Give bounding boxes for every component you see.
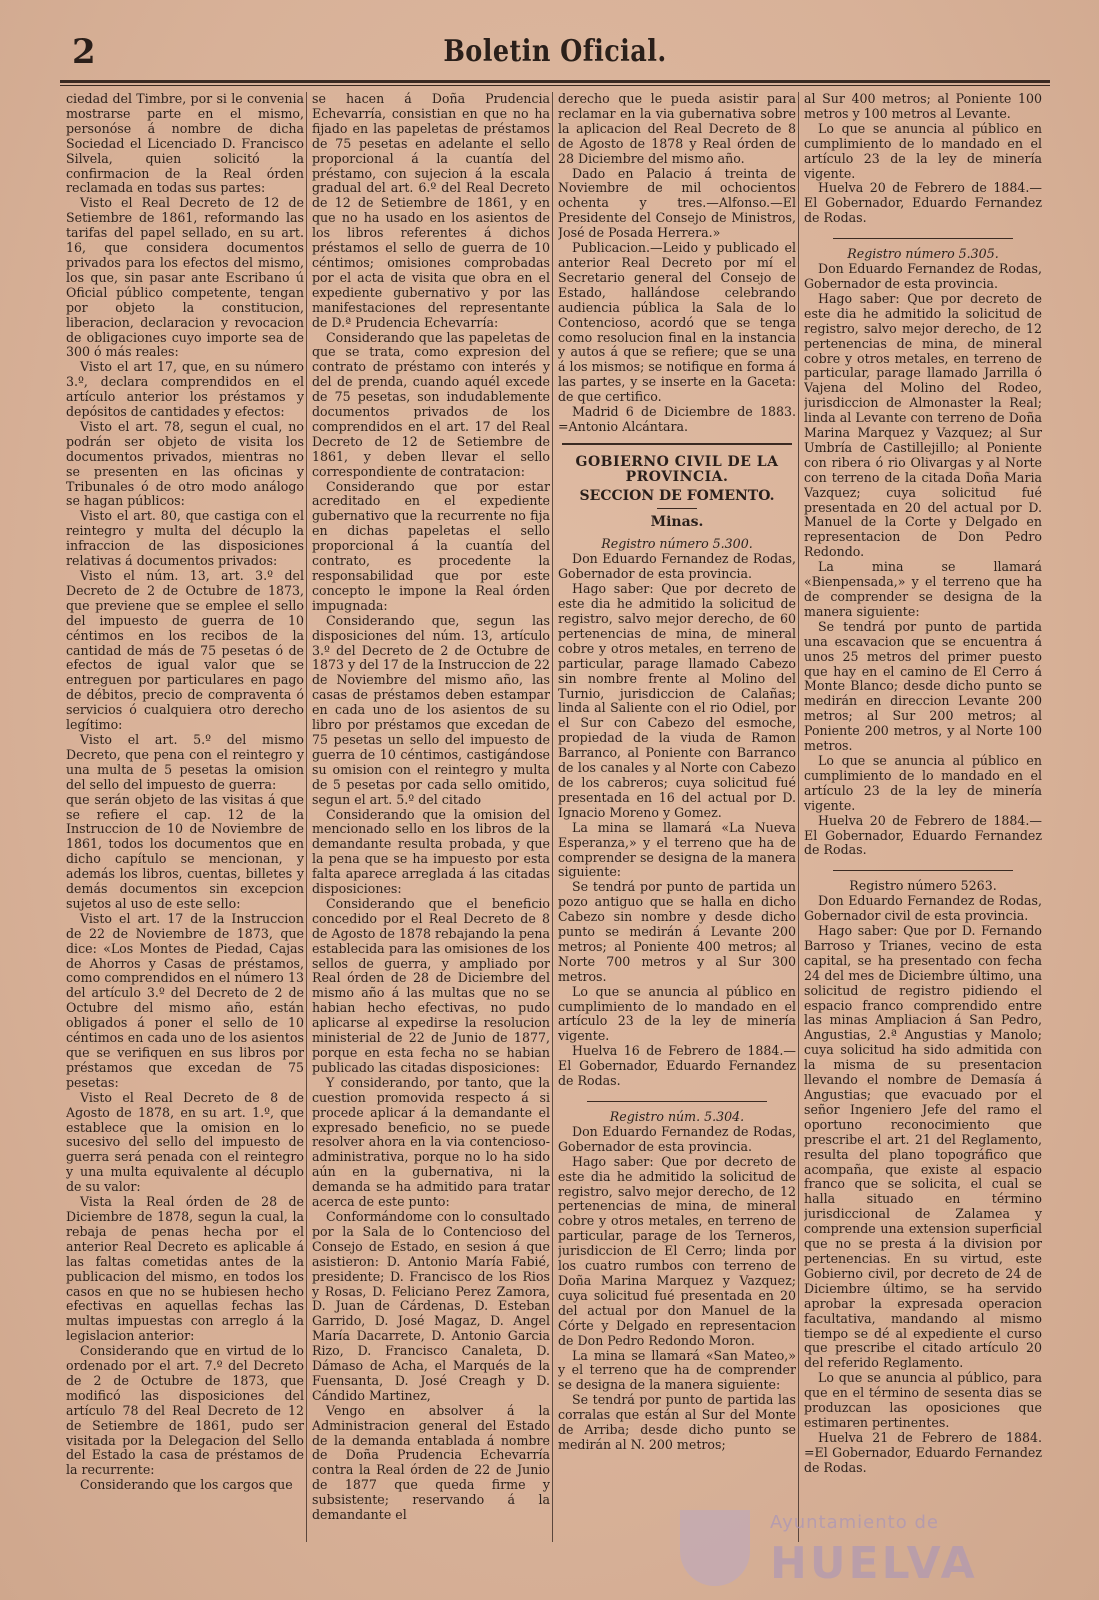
watermark-line-2: HUELVA bbox=[770, 1538, 978, 1589]
short-rule bbox=[657, 508, 697, 509]
paragraph: Don Eduardo Fernandez de Rodas, Gobernador de esta provincia. bbox=[558, 1123, 796, 1154]
paragraph: Considerando que en virtud de lo ordenado por el art. 7.º del Decreto de 2 de Octubre de 1873, que modificó las disposiciones del artículo 78 del Real Decreto de 12 de Setiembre de 1861, pudo ser visitada por la Delegacion del Sello del Estado la casa de préstamos de la recurrente: bbox=[66, 1343, 304, 1478]
archive-watermark bbox=[670, 1500, 1090, 1590]
separator-rule bbox=[833, 238, 1013, 239]
registry-title: Registro número 5.305. bbox=[847, 246, 999, 262]
paragraph: ciedad del Timbre, por si le convenia mostrarse parte en el mismo, personóse á nombre de dicha Sociedad el Licenciado D. Francisco Silvela, quien solicitó la confirmacion de la Real órden reclamada en todas sus partes: bbox=[66, 92, 304, 196]
paragraph: derecho que le pueda asistir para reclamar en la via gubernativa sobre la aplicacion del Real Decreto de 8 de Agosto de 1878 y Real órden de 28 Diciembre del mismo año. bbox=[558, 92, 796, 166]
registry-title: Registro núm. 5.304. bbox=[609, 1109, 745, 1124]
column-4 bbox=[804, 92, 1042, 1552]
paragraph: Don Eduardo Fernandez de Rodas, Gobernador de esta provincia. bbox=[804, 261, 1042, 291]
paragraph: Considerando que el beneficio concedido por el Real Decreto de 8 de Agosto de 1878 rebajando la pena establecida para las omisiones de los sellos de guerra, y ampliado por Real órden de 28 de Diciembre del mismo año á las multas que no se habian hecho efectivas, no pudo aplicarse al expedirse la resolucion ministerial de 22 de Junio de 1877, porque en esta fecha no se habian publicado las citadas disposiciones: bbox=[312, 895, 550, 1075]
section-subheading: SECCION DE FOMENTO. bbox=[579, 487, 775, 504]
paragraph: Lo que se anuncia al público en cumplimiento de lo mandado en el artículo 23 de la ley de minería vigente. bbox=[804, 120, 1042, 181]
shield-icon bbox=[680, 1510, 750, 1586]
paragraph: Huelva 20 de Febrero de 1884.—El Gobernador, Eduardo Fernandez de Rodas. bbox=[804, 180, 1042, 226]
section-rule bbox=[562, 443, 792, 445]
paragraph: Hago saber: Que por decreto de este dia he admitido la solicitud de registro, salvo mejor derecho, de 12 pertenencias de mina, de mineral cobre y otros metales, en terreno de particular, parage llamado Jarrilla ó Vajena del Molino del Rodeo, jurisdiccion de Almonaster la Real; linda al Levante con terreno de Doña Marina Marquez y Vazquez; al Sur Umbría de Castillejillo; al Poniente con ribera ó rio Olivargas y al Norte con terreno de la citada Doña Maria Vazquez; cuya solicitud fué presentada en 20 del actual por D. Manuel de la Corte y Delgado en representacion de Don Pedro Redondo. bbox=[804, 290, 1042, 560]
paragraph: Huelva 20 de Febrero de 1884.—El Gobernador, Eduardo Fernandez de Rodas. bbox=[804, 812, 1042, 858]
paragraph: Madrid 6 de Diciembre de 1883. =Antonio Alcántara. bbox=[558, 404, 796, 434]
paragraph: Don Eduardo Fernandez de Rodas, Gobernador de esta provincia. bbox=[558, 551, 796, 582]
paragraph: Visto el art. 5.º del mismo Decreto, que pena con el reintegro y una multa de 5 pesetas la omision del sello del impuesto de guerra: bbox=[66, 731, 304, 792]
separator-rule bbox=[587, 1101, 767, 1102]
paragraph: Considerando que por estar acreditado en el expediente gubernativo que la recurrente no fija en dichas papeletas el sello proporcional á la cuantía del contrato, es procedente la responsabilidad que por este concepto le impone la Real órden impugnada: bbox=[312, 478, 550, 613]
paragraph: Visto el art 17, que, en su número 3.º, declara comprendidos en el artículo anterior los préstamos y depósitos de cantidades y efectos: bbox=[66, 359, 304, 420]
paragraph: La mina se llamará «San Mateo,» y el terreno que ha de comprender se designa de la manera siguiente: bbox=[558, 1347, 796, 1393]
paragraph: Vista la Real órden de 28 de Diciembre de 1878, segun la cual, la rebaja de penas hecha por el anterior Real Decreto es aplicable á las faltas cometidas antes de la publicacion del mismo, en todos los casos en que no se hubiesen hecho efectivas en aquellas fechas las multas impuestas con arreglo á la legislacion anterior: bbox=[66, 1194, 304, 1344]
page-number: 2 bbox=[72, 32, 96, 72]
page-title: Boletin Oficial. bbox=[443, 34, 667, 69]
paragraph: Hago saber: Que por decreto de este dia he admitido la solicitud de registro, salvo mejor derecho, de 60 pertenencias de mina, de mineral cobre y otros metales, en terreno de particular, parage llamado Cabezo sin nombre frente al Molino del Turnio, jurisdiccion de Calañas; linda al Saliente con el rio Odiel, por el Sur con Cabezo del esmoche, propiedad de la viuda de Ramon Barranco, al Poniente con Barranco de los canales y al Norte con Cabezo de los cabreros; cuya solicitud fué presentada en 16 del actual por D. Ignacio Moreno y Gomez. bbox=[558, 581, 796, 820]
column-2 bbox=[312, 92, 550, 1552]
paragraph: Visto el núm. 13, art. 3.º del Decreto de 2 de Octubre de 1873, que previene que se emplee el sello del impuesto de guerra de 10 céntimos en los recibos de la cantidad de más de 75 pesetas ó de efectos de igual valor que se entreguen por particulares en pago de débitos, precio de compraventa ó servicios ó cualquiera otro derecho legítimo: bbox=[66, 568, 304, 733]
paragraph: Lo que se anuncia al público en cumplimiento de lo mandado en el artículo 23 de la ley de minería vigente. bbox=[558, 983, 796, 1044]
paragraph: Considerando que los cargos que bbox=[80, 1477, 293, 1493]
columns bbox=[62, 92, 1052, 1552]
paragraph: Considerando que, segun las disposiciones del núm. 13, artículo 3.º del Decreto de 2 de Octubre de 1873 y del 17 de la Instruccion de 22 de Noviembre del mismo año, las casas de préstamos deben estampar en cada uno de los asientos de su libro por préstamos que excedan de 75 pesetas un sello del impuesto de guerra de 10 céntimos, castigándose su omision con el reintegro y multa de 5 pesetas por cada sello omitido, segun el art. 5.º del citado bbox=[312, 612, 550, 807]
registry-title: Registro número 5.300. bbox=[601, 536, 753, 552]
paragraph: que serán objeto de las visitas á que se refiere el cap. 12 de la Instruccion de 10 de Noviembre de 1861, todos los documentos que en dicho capítulo se mencionan, y además los libros, cuentas, billetes y demás documentos sin excepcion sujetos al uso de este sello: bbox=[66, 791, 304, 911]
registry-title: Registro número 5263. bbox=[849, 878, 997, 894]
page-header bbox=[60, 28, 1050, 80]
paragraph: Visto el Real Decreto de 8 de Agosto de 1878, en su art. 1.º, que establece que la omision en lo sucesivo del sello del impuesto de guerra será penada con el reintegro y una multa equivalente al décuplo de su valor: bbox=[66, 1089, 304, 1195]
column-3 bbox=[558, 92, 796, 1552]
paragraph: Visto el Real Decreto de 12 de Setiembre de 1861, reformando las tarifas del papel sellado, en su art. 16, que considera documentos privados para los efectos del mismo, los que, sin pasar ante Escribano ú Oficial público competente, tengan por objeto la constitucion, liberacion, declaracion y revocacion de obligaciones cuyo importe sea de 300 ó más reales: bbox=[66, 195, 304, 360]
paragraph: La mina se llamará «La Nueva Esperanza,» y el terreno que ha de comprender se designa de la manera siguiente: bbox=[558, 819, 796, 880]
paragraph: Conformándome con lo consultado por la Sala de lo Contencioso del Consejo de Estado, en sesion á que asistieron: D. Antonio María Fabié, presidente; D. Francisco de los Rios y Rosas, D. Feliciano Perez Zamora, D. Juan de Cárdenas, D. Esteban Garrido, D. José Magaz, D. Angel María Dacarrete, D. Antonio Garcia Rizo, D. Francisco Canaleta, D. Dámaso de Acha, el Marqués de la Fuensanta, D. José Creagh y D. Cándido Martinez, bbox=[312, 1208, 550, 1403]
paragraph: Visto el art. 78, segun el cual, no podrán ser objeto de visita los documentos privados, mientras no se presenten en las oficinas y Tribunales ó de otro modo análogo se hagan públicos: bbox=[66, 418, 304, 509]
paragraph: Huelva 21 de Febrero de 1884. =El Gobernador, Eduardo Fernandez de Rodas. bbox=[804, 1429, 1042, 1475]
paragraph: La mina se llamará «Bienpensada,» y el terreno que ha de comprender se designa de la manera siguiente: bbox=[804, 559, 1042, 619]
paragraph: Visto el art. 80, que castiga con el reintegro y multa del décuplo la infraccion de las disposiciones relativas á documentos privados: bbox=[66, 508, 304, 569]
paragraph: Se tendrá por punto de partida un pozo antiguo que se halla en dicho Cabezo sin nombre y desde dicho punto se medirán á Levante 200 metros; al Poniente 400 metros; al Norte 700 metros y al Sur 300 metros. bbox=[558, 879, 796, 984]
paragraph: Visto el art. 17 de la Instruccion de 22 de Noviembre de 1873, que dice: «Los Montes de Piedad, Cajas de Ahorros y Casas de préstamos, como comprendidos en el número 13 del artículo 3.º del Decreto de 2 de Octubre del mismo año, están obligados á poner el sello de 10 céntimos en cada uno de los asientos que se verifiquen en sus libros por préstamos que excedan de 75 pesetas: bbox=[66, 910, 304, 1090]
paragraph: Lo que se anuncia al público en cumplimiento de lo mandado en el artículo 23 de la ley de minería vigente. bbox=[804, 752, 1042, 813]
header-rule bbox=[60, 80, 1050, 86]
paragraph: al Sur 400 metros; al Poniente 100 metros y 100 metros al Levante. bbox=[804, 92, 1042, 121]
paragraph: Hago saber: Que por D. Fernando Barroso y Trianes, vecino de esta capital, se ha presentado con fecha 24 del mes de Diciembre último, una solicitud de registro pidiendo el espacio franco comprendido entre las minas Ampliacion á San Pedro, Angustias, 2.ª Angustias y Manolo; cuya solicitud ha sido admitida con la misma de su presentacion llevando el nombre de Demasía á Angustias; que evacuado por el señor Ingeniero Jefe del ramo el oportuno reconocimiento que prescribe el art. 21 del Reglamento, resulta del plano topográfico que acompaña, que existe al espacio franco que se solicita, el cual se halla situado en término jurisdiccional de Zalamea y comprende una extension superficial que no se presta á la division por pertenencias. En su virtud, este Gobierno civil, por decreto de 24 de Diciembre último, se ha servido aprobar la expresada operacion facultativa, mandando al mismo tiempo se dé al expediente el curso que prescribe el citado artículo 20 del referido Reglamento. bbox=[804, 923, 1042, 1371]
watermark-line-1: Ayuntamiento de bbox=[770, 1512, 939, 1533]
paragraph: Publicacion.—Leido y publicado el anterior Real Decreto por mí el Secretario general del Consejo de Estado, hallándose celebrando audiencia pública la Sala de lo Contencioso, acordó que se tenga como resolucion final en la instancia y autos á que se refiere; que se una á los mismos; se notifique en forma á las partes, y se inserte en la Gaceta: de que certifico. bbox=[558, 240, 796, 405]
section-heading: GOBIERNO CIVIL DE LA PROVINCIA. bbox=[575, 453, 779, 485]
section-minas: Minas. bbox=[650, 513, 704, 530]
paragraph: Vengo en absolver á la Administracion general del Estado de la demanda entablada á nombre de Doña Prudencia Echevarría contra la Real órden de 22 de Junio de 1877 que queda firme y subsistente; reservando á la demandante el bbox=[312, 1402, 550, 1523]
paragraph: Hago saber: Que por decreto de este dia he admitido la solicitud de registro, salvo mejor derecho, de 12 pertenencias de mina, de mineral cobre y otros metales, en terreno de particular, parage de los Terneros, jurisdiccion de El Cerro; linda por los cuatro rumbos con terreno de Doña Marina Marquez y Vazquez; cuya solicitud fué presentada en 20 del actual por don Manuel de la Córte y Delgado en representacion de Don Pedro Redondo Moron. bbox=[558, 1153, 796, 1348]
paragraph: Dado en Palacio á treinta de Noviembre de mil ochocientos ochenta y tres.—Alfonso.—El Presidente del Consejo de Ministros, José de Posada Herrera.» bbox=[558, 165, 796, 241]
paragraph: Considerando que las papeletas de que se trata, como expresion del contrato de préstamo con interés y del de prenda, cuando aquél excede de 75 pesetas, son indudablemente documentos privados de los comprendidos en el art. 17 del Real Decreto de 12 de Setiembre de 1861, y deben llevar el sello correspondiente de contratacion: bbox=[312, 329, 550, 479]
paragraph: Lo que se anuncia al público, para que en el término de sesenta dias se produzcan las oposiciones que estimaren pertinentes. bbox=[804, 1370, 1042, 1430]
paragraph: Se tendrá por punto de partida las corralas que están al Sur del Monte de Arriba; desde dicho punto se medirán al N. 200 metros; bbox=[558, 1392, 796, 1452]
paragraph: Se tendrá por punto de partida una escavacion que se encuentra á unos 25 metros del primer puesto que hay en el camino de El Cerro á Monte Blanco; desde dicho punto se medirán en direccion Levante 200 metros; al Sur 200 metros; al Poniente 200 metros, y al Norte 100 metros. bbox=[804, 618, 1042, 754]
paragraph: Considerando que la omision del mencionado sello en los libros de la demandante resulta probada, y que la pena que se ha impuesto por esta falta aparece arreglada á las citadas disposiciones: bbox=[312, 806, 550, 897]
column-1 bbox=[66, 92, 304, 1552]
separator-rule bbox=[833, 870, 1013, 871]
paragraph: se hacen á Doña Prudencia Echevarría, consistian en que no ha fijado en las papeletas de préstamos de 75 pesetas en adelante el sello proporcional á la cuantía del préstamo, con sujecion á la escala gradual del art. 6.º del Real Decreto de 12 de Setiembre de 1861, y en que no ha usado en los asientos de los libros referentes á dichos préstamos el sello de guerra de 10 céntimos; omisiones comprobadas por el acta de visita que obra en el expediente gubernativo y por las manifestaciones del representante de D.ª Prudencia Echevarría: bbox=[312, 92, 550, 330]
paragraph: Huelva 16 de Febrero de 1884.—El Gobernador, Eduardo Fernandez de Rodas. bbox=[558, 1043, 796, 1089]
paragraph: Don Eduardo Fernandez de Rodas, Gobernador civil de esta provincia. bbox=[804, 893, 1042, 924]
paragraph: Y considerando, por tanto, que la cuestion promovida respecto á si procede aplicar á la demandante el expresado beneficio, no se puede resolver ahora en la via contencioso-administrativa, porque no lo ha sido aún en la gubernativa, ni la demanda se ha admitido para tratar acerca de este punto: bbox=[312, 1074, 550, 1210]
